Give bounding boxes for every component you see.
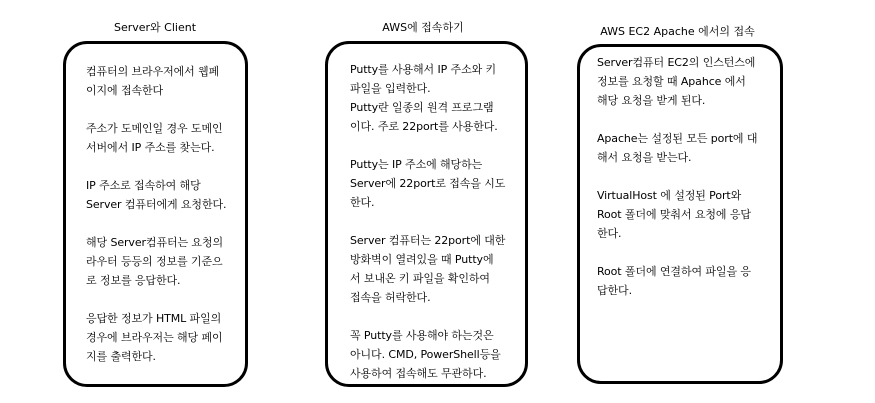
- card-text: [597, 53, 757, 300]
- text-line: 컴퓨터의 브라우저에서 웹페: [86, 65, 220, 78]
- text-line: Apache는 설정된 모든 port에 대: [597, 132, 758, 145]
- text-line: Server 컴퓨터에게 요청한다.: [86, 198, 227, 211]
- text-line: 접속을 허락한다.: [350, 291, 431, 304]
- paragraph: [597, 53, 757, 110]
- text-line: 지를 출력한다.: [86, 350, 156, 363]
- text-line: Root 폴더에 연결하여 파일을 응: [597, 265, 751, 278]
- text-line: 파일을 입력한다.: [350, 82, 431, 95]
- text-line: 해당 요청을 받게 된다.: [597, 94, 706, 107]
- paragraph: [86, 176, 226, 214]
- column-title-aws-ec2-apache: AWS EC2 Apache 에서의 접속: [600, 25, 755, 38]
- card-aws-ec2-apache: [577, 44, 783, 384]
- text-line: Putty는 IP 주소에 해당하는: [350, 158, 483, 171]
- text-line: 서 보내온 키 파일을 확인하여: [350, 272, 490, 285]
- text-line: Server컴퓨터 EC2의 인스턴스에: [597, 56, 756, 69]
- paragraph: [350, 326, 505, 383]
- text-line: Putty를 사용해서 IP 주소와 키: [350, 63, 497, 76]
- text-line: 한다.: [597, 227, 622, 240]
- paragraph: [350, 155, 505, 212]
- paragraph: [350, 231, 505, 307]
- text-line: Server 컴퓨터는 22port에 대한: [350, 234, 506, 247]
- column-title-server-client: Server와 Client: [113, 21, 197, 34]
- text-line: 해당 Server컴퓨터는 요청의: [86, 236, 223, 249]
- card-server-client: [63, 41, 248, 387]
- text-line: 꼭 Putty를 사용해야 하는것은: [350, 329, 494, 342]
- text-line: 로 정보를 응답한다.: [86, 274, 181, 287]
- text-line: IP 주소로 접속하여 해당: [86, 179, 201, 192]
- text-line: 경우에 브라우저는 해당 페이: [86, 331, 223, 344]
- column-title-aws-connect: AWS에 접속하기: [382, 21, 464, 34]
- text-line: 이다. 주로 22port를 사용한다.: [350, 120, 498, 133]
- paragraph: [597, 262, 757, 300]
- text-line: 정보를 요청할 때 Apahce 에서: [597, 75, 746, 88]
- paragraph: [597, 129, 757, 167]
- text-line: 해서 요청을 받는다.: [597, 151, 692, 164]
- text-line: Root 폴더에 맞춰서 요청에 응답: [597, 208, 751, 221]
- text-line: 라우터 등등의 정보를 기준으: [86, 255, 223, 268]
- text-line: 사용하여 접속해도 무관하다.: [350, 367, 487, 380]
- text-line: 아니다. CMD, PowerShell등을: [350, 348, 501, 361]
- paragraph: [86, 233, 226, 290]
- card-aws-connect: [325, 41, 528, 387]
- text-line: Server에 22port로 접속을 시도: [350, 177, 506, 190]
- text-line: Putty란 일종의 원격 프로그램: [350, 101, 494, 114]
- text-line: 답한다.: [597, 284, 632, 297]
- paragraph: [86, 62, 226, 100]
- text-line: VirtualHost 에 설정된 Port와: [597, 189, 742, 202]
- text-line: 이지에 접속한다: [86, 84, 164, 97]
- paragraph: [86, 119, 226, 157]
- paragraph: [597, 186, 757, 243]
- text-line: 방화벽이 열려있을 때 Putty에: [350, 253, 494, 266]
- card-text: [350, 60, 505, 383]
- text-line: 응답한 정보가 HTML 파일의: [86, 312, 222, 325]
- card-text: [86, 62, 226, 366]
- paragraph: [86, 309, 226, 366]
- text-line: 한다.: [350, 196, 375, 209]
- paragraph: [350, 60, 505, 136]
- text-line: 서버에서 IP 주소를 찾는다.: [86, 141, 215, 154]
- text-line: 주소가 도메인일 경우 도메인: [86, 122, 223, 135]
